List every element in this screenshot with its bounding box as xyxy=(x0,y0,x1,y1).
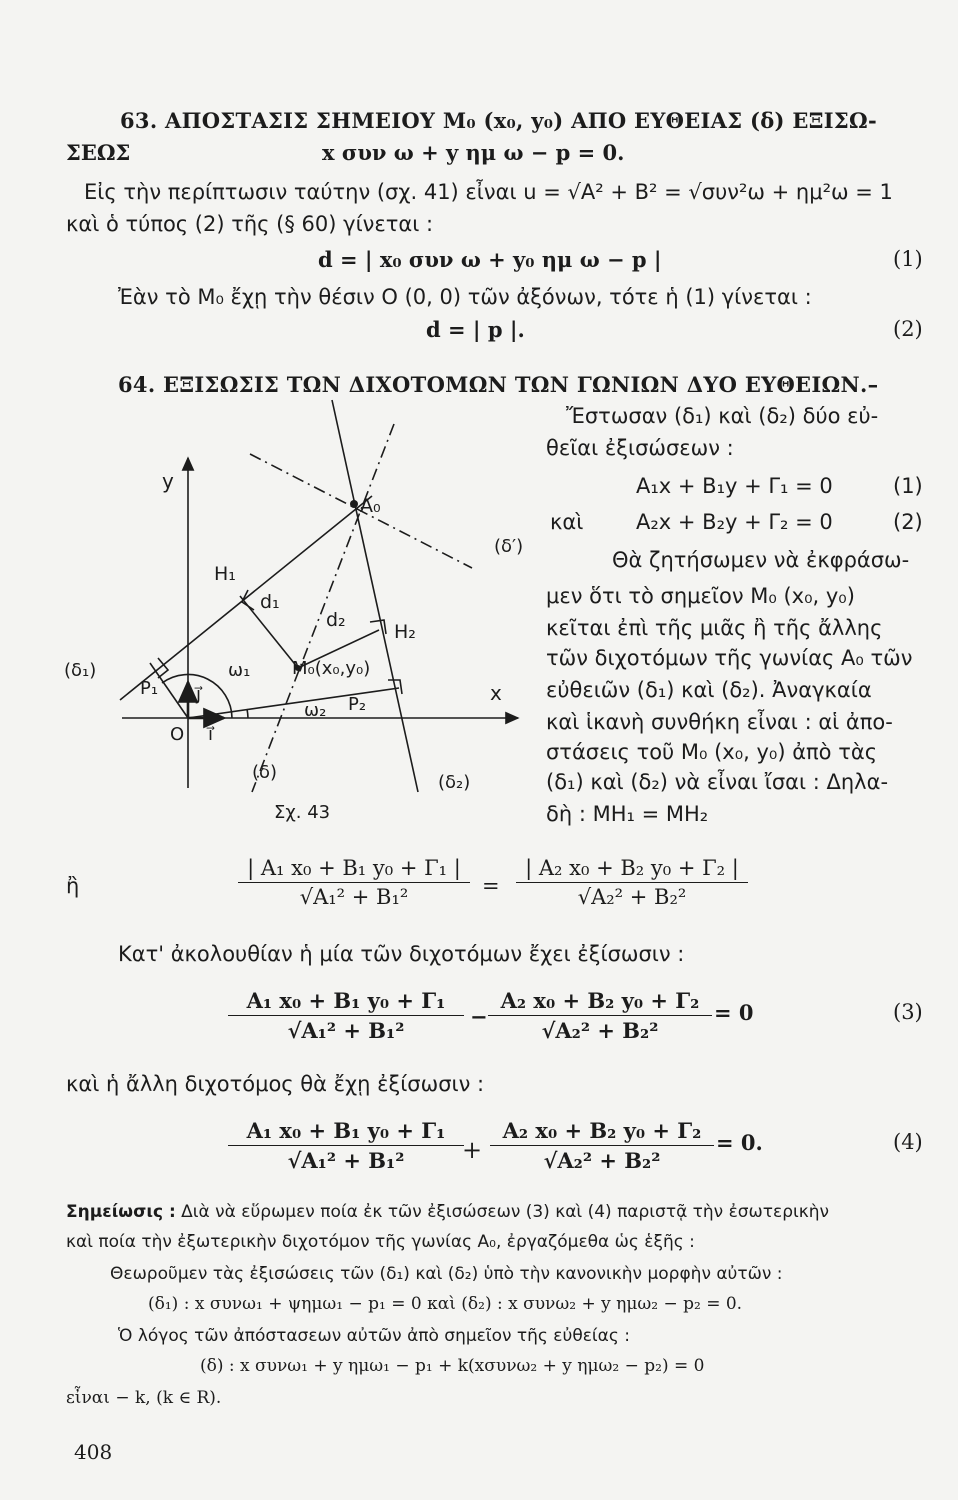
fraction-bar xyxy=(238,882,470,883)
eq4-left-denominator: √A₁² + B₁² xyxy=(287,1148,405,1173)
eq4-right-numerator: A₂ x₀ + B₂ y₀ + Γ₂ xyxy=(502,1118,702,1143)
equation-2-number: (2) xyxy=(893,510,923,534)
text-line: θεῖαι ἐξισώσεων : xyxy=(546,436,734,460)
fraction-bar xyxy=(488,1015,712,1016)
fraction-bar xyxy=(516,882,748,883)
label-d1: d₁ xyxy=(260,591,280,613)
formula-2-number: (2) xyxy=(893,317,923,341)
label-o: O xyxy=(170,724,185,745)
section-63-heading-cont: ΣΕΩΣ xyxy=(66,140,131,165)
angle-omega2 xyxy=(247,709,248,718)
label-d2: d₂ xyxy=(326,609,346,631)
text-line: καὶ ὁ τύπος (2) τῆς (§ 60) γίνεται : xyxy=(66,212,434,236)
label-h2: H₂ xyxy=(394,621,416,643)
label-omega2: ω₂ xyxy=(304,700,327,721)
text-line: καὶ ἡ ἄλλη διχοτόμος θὰ ἔχῃ ἐξίσωσιν : xyxy=(66,1072,485,1096)
formula-2: d = | p |. xyxy=(426,317,525,342)
equals-sign: = xyxy=(482,874,500,898)
eq4-right-denominator: √A₂² + B₂² xyxy=(543,1148,661,1173)
eq4-end: = 0. xyxy=(716,1130,763,1155)
fraction-right-numerator: | A₂ x₀ + B₂ y₀ + Γ₂ | xyxy=(525,856,739,880)
section-63-heading: 63. ΑΠΟΣΤΑΣΙΣ ΣΗΜΕΙΟΥ M₀ (x₀, y₀) ΑΠΟ ΕΥΘΕΙΑΣ (δ) ΕΞΙΣΩ- xyxy=(120,108,878,133)
text-line: κεῖται ἐπὶ τῆς μιᾶς ἢ τῆς ἄλλης xyxy=(546,616,883,640)
note-line-1 xyxy=(66,1202,829,1222)
label-j: j⃗ xyxy=(196,684,202,705)
label-omega1: ω₁ xyxy=(228,660,251,681)
line-delta2 xyxy=(332,400,418,792)
text-line: Κατ' ἀκολουθίαν ἡ μία τῶν διχοτόμων ἔχει ἐξίσωσιν : xyxy=(118,942,685,966)
label-delta2: (δ₂) xyxy=(438,772,471,793)
text-line: εὐθειῶν (δ₁) καὶ (δ₂). Ἀναγκαία xyxy=(546,678,872,702)
eq3-fraction-left xyxy=(228,988,464,1043)
text-line: στάσεις τοῦ M₀ (x₀, y₀) ἀπὸ τὰς xyxy=(546,740,878,764)
fraction-right xyxy=(516,856,748,909)
label-p2: P₂ xyxy=(348,694,367,715)
eq4-fraction-right xyxy=(490,1118,714,1173)
text-line: δὴ : MH₁ = MH₂ xyxy=(546,802,709,826)
text-line: (δ₁) καὶ (δ₂) νὰ εἶναι ἴσαι : Δηλα- xyxy=(546,770,889,794)
eq3-right-denominator: √A₂² + B₂² xyxy=(541,1018,659,1043)
note-line-6: (δ) : x συνω₁ + y ημω₁ − p₁ + k(xσυνω₂ + y ημω₂ − p₂) = 0 xyxy=(200,1356,705,1376)
fraction-bar xyxy=(228,1015,464,1016)
formula-1: d = | x₀ συν ω + y₀ ημ ω − p | xyxy=(318,247,662,272)
section-64-heading: 64. ΕΞΙΣΩΣΙΣ ΤΩΝ ΔΙΧΟΤΟΜΩΝ ΤΩΝ ΓΩΝΙΩΝ ΔΥΟ ΕΥΘΕΙΩΝ.– xyxy=(118,372,879,397)
normal-p2 xyxy=(188,688,399,718)
eq3-sign: − xyxy=(470,1004,488,1029)
label-i: i⃗ xyxy=(208,724,214,745)
fraction-bar xyxy=(228,1145,464,1146)
text-line: Ἐὰν τὸ M₀ ἔχῃ τὴν θέσιν O (0, 0) τῶν ἀξόνων, τότε ἡ (1) γίνεται : xyxy=(118,285,812,309)
label-delta1: (δ₁) xyxy=(64,660,97,681)
eq3-left-numerator: A₁ x₀ + B₁ y₀ + Γ₁ xyxy=(246,988,446,1013)
equation-2: A₂x + B₂y + Γ₂ = 0 xyxy=(636,510,833,534)
eq4-left-numerator: A₁ x₀ + B₁ y₀ + Γ₁ xyxy=(246,1118,446,1143)
eta-label: ἢ xyxy=(66,874,80,898)
section-63-equation: x συν ω + y ημ ω − p = 0. xyxy=(322,140,625,165)
fraction-left-denominator: √A₁² + B₁² xyxy=(299,885,409,909)
fraction-left-numerator: | A₁ x₀ + B₁ y₀ + Γ₁ | xyxy=(247,856,461,880)
eq4-fraction-left xyxy=(228,1118,464,1173)
equation-2-kai: καὶ xyxy=(550,510,584,534)
text-line: καὶ ἱκανὴ συνθήκη εἶναι : αἱ ἀπο- xyxy=(546,710,893,734)
text-line: τῶν διχοτόμων τῆς γωνίας A₀ τῶν xyxy=(546,646,913,670)
fraction-left xyxy=(238,856,470,909)
label-h1: H₁ xyxy=(214,563,236,585)
eq3-right-numerator: A₂ x₀ + B₂ y₀ + Γ₂ xyxy=(500,988,700,1013)
note-line-7: εἶναι − k, (k ∈ R). xyxy=(66,1388,222,1408)
label-p1: P₁ xyxy=(140,678,159,699)
formula-1-number: (1) xyxy=(893,247,923,271)
label-delta: (δ) xyxy=(252,762,278,783)
fraction-bar xyxy=(490,1145,714,1146)
equation-1: A₁x + B₁y + Γ₁ = 0 xyxy=(636,474,833,498)
note-line-3: Θεωροῦμεν τὰς ἐξισώσεις τῶν (δ₁) καὶ (δ₂) ὑπὸ τὴν κανονικὴν μορφὴν αὐτῶν : xyxy=(110,1264,783,1284)
note-label: Σημείωσις : xyxy=(66,1202,176,1222)
note-line-5: Ὁ λόγος τῶν ἀπόστασεων αὐτῶν ἀπὸ σημεῖον τῆς εὐθείας : xyxy=(118,1326,630,1346)
text-line: Ἔστωσαν (δ₁) καὶ (δ₂) δύο εὐ- xyxy=(566,404,879,428)
note-line-4: (δ₁) : x συνω₁ + ψημω₁ − p₁ = 0 καὶ (δ₂) : x συνω₂ + y ημω₂ − p₂ = 0. xyxy=(148,1294,743,1314)
eq4-number: (4) xyxy=(893,1130,923,1154)
equation-1-number: (1) xyxy=(893,474,923,498)
eq3-left-denominator: √A₁² + B₁² xyxy=(287,1018,405,1043)
note-text: Διὰ νὰ εὕρωμεν ποία ἐκ τῶν ἐξισώσεων (3) καὶ (4) παριστᾷ τὴν ἐσωτερικὴν xyxy=(181,1202,830,1222)
eq3-number: (3) xyxy=(893,1000,923,1024)
text-line: μεν ὅτι τὸ σημεῖον M₀ (x₀, y₀) xyxy=(546,584,855,608)
text-line: Εἰς τὴν περίπτωσιν ταύτην (σχ. 41) εἶναι u = √A² + B² = √συν²ω + ημ²ω = 1 xyxy=(84,180,893,204)
figure-caption: Σχ. 43 xyxy=(274,802,331,823)
label-y: y xyxy=(162,469,174,493)
note-line-2: καὶ ποία τὴν ἐξωτερικὴν διχοτόμον τῆς γωνίας A₀, ἐργαζόμεθα ὡς ἑξῆς : xyxy=(66,1232,695,1252)
point-a0 xyxy=(350,500,358,508)
label-delta-prime: (δ′) xyxy=(494,536,524,557)
eq4-sign: + xyxy=(462,1136,483,1164)
text-line: Θὰ ζητήσωμεν νὰ ἐκφράσω- xyxy=(612,548,910,572)
label-m0: M₀(x₀,y₀) xyxy=(292,658,371,679)
figure-43 xyxy=(64,400,540,830)
eq3-fraction-right xyxy=(488,988,712,1043)
eq3-end: = 0 xyxy=(714,1000,754,1025)
page-number: 408 xyxy=(74,1440,113,1464)
fraction-right-denominator: √A₂² + B₂² xyxy=(577,885,687,909)
label-x: x xyxy=(490,681,502,705)
label-a0: A₀ xyxy=(360,495,381,517)
